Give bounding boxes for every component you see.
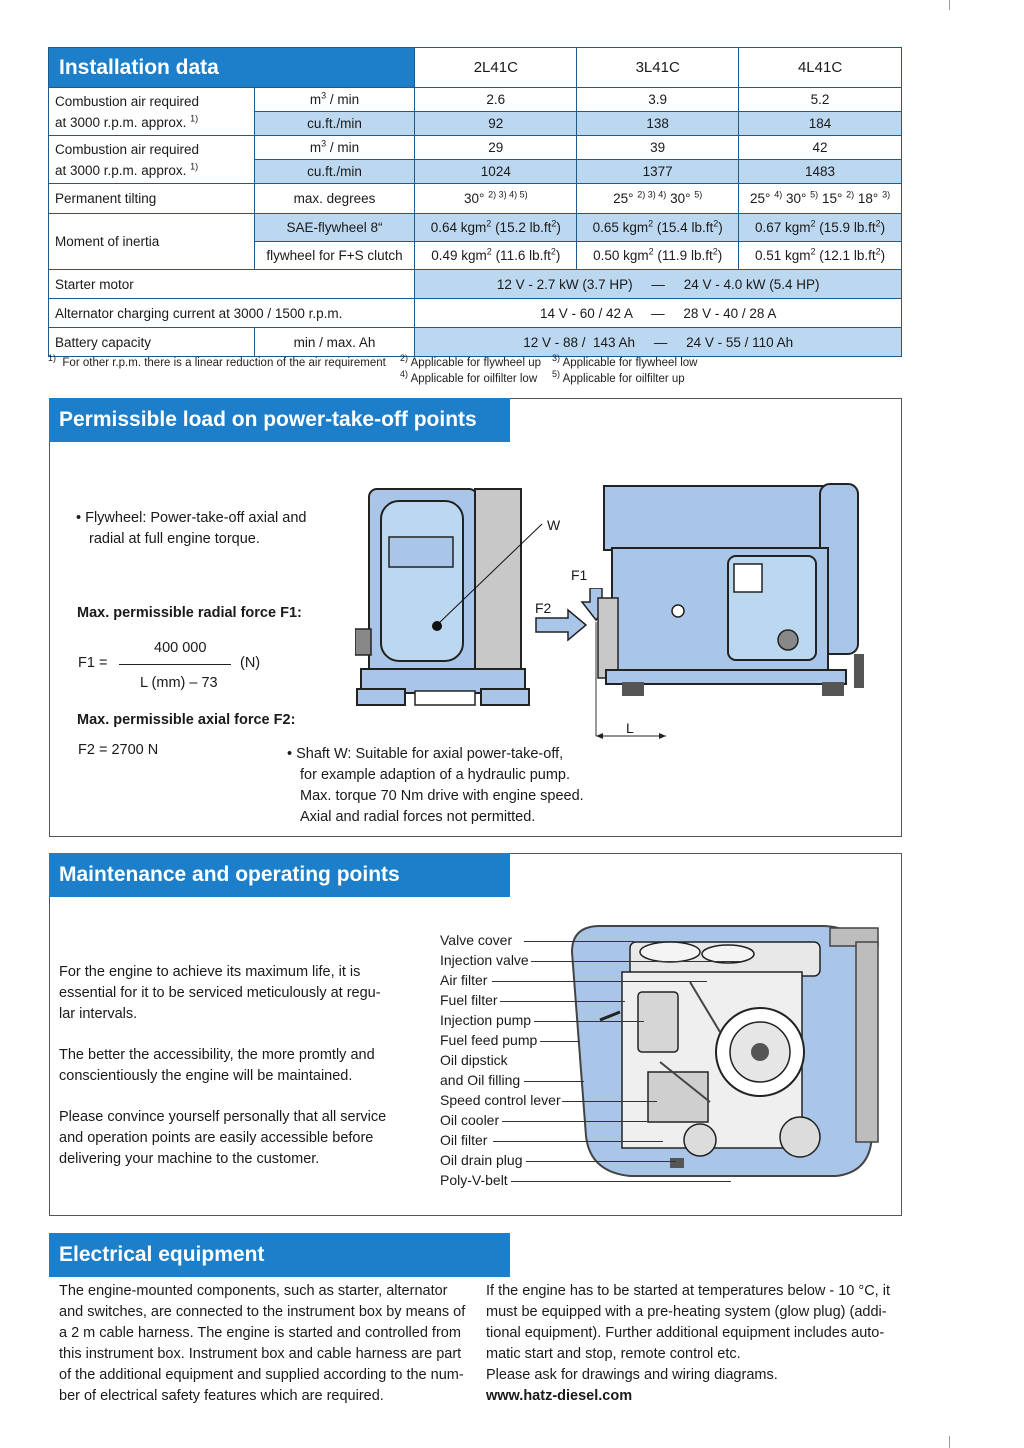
electrical-right-paragraph: If the engine has to be started at temperatures below - 10 °C, it must be equipped with a pre-heating system (glow plug) (addi- tional equipment). Further additional equipment includes auto- matic start and stop, remote control etc. Please ask for drawings and wiring diagrams. www.hatz-diesel.com xyxy=(486,1281,896,1407)
table-row xyxy=(49,184,902,214)
battery-unit: min / max. Ah xyxy=(254,328,415,357)
table-cell: 92 xyxy=(415,112,577,136)
flywheel-bullet: • Flywheel: Power-take-off axial and radial at full engine torque. xyxy=(76,510,307,547)
table-cell: 1483 xyxy=(739,160,902,184)
axial-heading: Max. permissible axial force F2: xyxy=(77,712,296,728)
table-row xyxy=(49,88,902,112)
formula-unit: (N) xyxy=(240,655,261,671)
footnote-4: $^{4)}$ Applicable for oilfilter low xyxy=(400,369,538,385)
leader-line xyxy=(500,1001,625,1002)
cooling-air-label: Combustion air required at 3000 r.p.m. approx. $^{1)}$ xyxy=(49,136,255,184)
label-f2: F2 xyxy=(535,600,552,616)
maintenance-paragraph-1: For the engine to achieve its maximum life, it is essential for it to be serviced meticulously at regu- lar intervals. xyxy=(59,964,381,1022)
table-cell: 0.64 kgm$^2$ (15.2 $lb.ft^2$) xyxy=(415,214,577,242)
table-cell: 25° $^{4)}$ 30° $^{5)}$ 15° $^{2)}$ 18° $^{3)}$ xyxy=(739,184,902,214)
footnote-1: $^{1)}$ For other r.p.m. there is a linear reduction of the air requirement xyxy=(48,353,386,369)
legend-valve-cover: Valve cover xyxy=(440,932,513,948)
table-cell: 25° $^{2) 3) 4)}$ 30° $^{5)}$ xyxy=(577,184,739,214)
table-cell: 1377 xyxy=(577,160,739,184)
table-row xyxy=(49,136,902,160)
combustion-air-label: Combustion air required at 3000 r.p.m. approx. $^{1)}$ xyxy=(49,88,255,136)
electrical-title: Electrical equipment xyxy=(49,1233,510,1277)
maintenance-paragraph-2: The better the accessibility, the more promtly and conscientiously the engine will be maintained. xyxy=(59,1047,375,1084)
table-cell: 29 xyxy=(415,136,577,160)
legend-poly-v-belt: Poly-V-belt xyxy=(440,1172,508,1188)
unit-cuft: cu.ft./min xyxy=(254,112,415,136)
table-cell: 5.2 xyxy=(739,88,902,112)
table-cell: 39 xyxy=(577,136,739,160)
label-f1: F1 xyxy=(571,567,588,583)
installation-table xyxy=(48,47,902,357)
footnote-2: $^{2)}$ Applicable for flywheel up xyxy=(400,353,541,369)
inertia-sae-label: SAE-flywheel 8“ xyxy=(254,214,415,242)
pto-title: Permissible load on power-take-off points xyxy=(49,398,510,442)
shaft-w-bullet: • Shaft W: Suitable for axial power-take-off, for example adaption of a hydraulic pump. Max. torque 70 Nm drive with engine speed. Axial and radial forces not permitted. xyxy=(287,746,584,825)
table-cell: 0.67 kgm$^2$ (15.9 $lb.ft^2$) xyxy=(739,214,902,242)
axial-value: F2 = 2700 N xyxy=(78,742,159,758)
tilting-unit: max. degrees xyxy=(254,184,415,214)
legend-fuel-feed-pump: Fuel feed pump xyxy=(440,1032,538,1048)
legend-injection-pump: Injection pump xyxy=(440,1012,532,1028)
model-2l41c: 2L41C xyxy=(415,48,577,88)
tilting-label: Permanent tilting xyxy=(49,184,255,214)
inertia-label: Moment of inertia xyxy=(49,214,255,270)
legend-oil-filling: and Oil filling xyxy=(440,1072,521,1088)
alternator-value: 14 V - 60 / 42 A — 28 V - 40 / 28 A xyxy=(415,299,902,328)
footnote-3: $^{3)}$ Applicable for flywheel low xyxy=(552,353,698,369)
formula-numerator: 400 000 xyxy=(154,640,207,656)
dimension-l xyxy=(596,728,676,744)
maintenance-title: Maintenance and operating points xyxy=(49,853,510,897)
leader-line xyxy=(540,1041,580,1042)
table-cell: 30° $^{2) 3) 4) 5)}$ xyxy=(415,184,577,214)
leader-line xyxy=(534,1021,644,1022)
battery-label: Battery capacity xyxy=(49,328,255,357)
legend-fuel-filter: Fuel filter xyxy=(440,992,498,1008)
leader-line xyxy=(493,1141,663,1142)
maintenance-paragraph-3: Please convince yourself personally that all service and operation points are easily accessible before delivering your machine to the customer. xyxy=(59,1109,387,1167)
table-cell: 0.50 kgm$^2$ (11.9 $lb.ft^2$) xyxy=(577,242,739,270)
table-row xyxy=(49,328,902,357)
legend-injection-valve: Injection valve xyxy=(440,952,529,968)
leader-line xyxy=(531,961,741,962)
formula-lhs: F1 = xyxy=(78,655,108,671)
table-cell: 0.65 kgm$^2$ (15.4 $lb.ft^2$) xyxy=(577,214,739,242)
model-3l41c: 3L41C xyxy=(577,48,739,88)
table-cell: 1024 xyxy=(415,160,577,184)
table-cell: 42 xyxy=(739,136,902,160)
leader-line xyxy=(562,1101,657,1102)
table-row xyxy=(49,299,902,328)
leader-line xyxy=(524,941,634,942)
unit-m3: $m^3$ / min xyxy=(254,136,415,160)
label-w: W xyxy=(547,517,561,533)
table-row xyxy=(49,270,902,299)
table-row xyxy=(49,214,902,242)
table-cell: 0.49 kgm$^2$ (11.6 $lb.ft^2$) xyxy=(415,242,577,270)
starter-label: Starter motor xyxy=(49,270,415,299)
legend-oil-cooler: Oil cooler xyxy=(440,1112,500,1128)
radial-heading: Max. permissible radial force F1: xyxy=(77,605,302,621)
table-cell: 2.6 xyxy=(415,88,577,112)
inertia-fs-label: flywheel for F+S clutch xyxy=(254,242,415,270)
crop-mark-bottom xyxy=(949,1436,950,1448)
alternator-label: Alternator charging current at 3000 / 1500 r.p.m. xyxy=(49,299,415,328)
formula-fraction-line xyxy=(119,664,231,665)
unit-cuft: cu.ft./min xyxy=(254,160,415,184)
legend-oil-dipstick: Oil dipstick xyxy=(440,1052,508,1068)
label-l: L xyxy=(626,720,634,736)
model-4l41c: 4L41C xyxy=(739,48,902,88)
leader-line xyxy=(492,981,707,982)
engine-side-view xyxy=(596,478,876,718)
table-cell: 0.51 kgm$^2$ (12.1 $lb.ft^2$) xyxy=(739,242,902,270)
electrical-left-paragraph: The engine-mounted components, such as starter, alternator and switches, are connected to the instrument box by means of a 2 m cable harness. The engine is started and controlled from this instrument box. Instrument box and cable harness are part of the additional equipment and supplied according to the num- ber of electrical safety features which are required. xyxy=(59,1283,466,1404)
leader-line xyxy=(524,1081,584,1082)
leader-line xyxy=(526,1161,676,1162)
footnote-5: $^{5)}$ Applicable for oilfilter up xyxy=(552,369,685,385)
table-cell: 3.9 xyxy=(577,88,739,112)
table-cell: 138 xyxy=(577,112,739,136)
unit-m3: $m^3$ / min xyxy=(254,88,415,112)
legend-oil-filter: Oil filter xyxy=(440,1132,488,1148)
legend-oil-drain-plug: Oil drain plug xyxy=(440,1152,523,1168)
legend-air-filter: Air filter xyxy=(440,972,488,988)
leader-line xyxy=(511,1181,731,1182)
crop-mark-top xyxy=(949,0,950,10)
formula-denominator: L (mm) – 73 xyxy=(140,675,218,691)
website-link[interactable]: www.hatz-diesel.com xyxy=(486,1388,633,1404)
table-cell: 184 xyxy=(739,112,902,136)
starter-value: 12 V - 2.7 kW (3.7 HP) — 24 V - 4.0 kW (5.4 HP) xyxy=(415,270,902,299)
legend-speed-control-lever: Speed control lever xyxy=(440,1092,561,1108)
battery-value: 12 V - 88 / 143 Ah — 24 V - 55 / 110 Ah xyxy=(415,328,902,357)
leader-line xyxy=(502,1121,647,1122)
table-header-row xyxy=(49,48,902,88)
installation-title: Installation data xyxy=(49,48,415,88)
